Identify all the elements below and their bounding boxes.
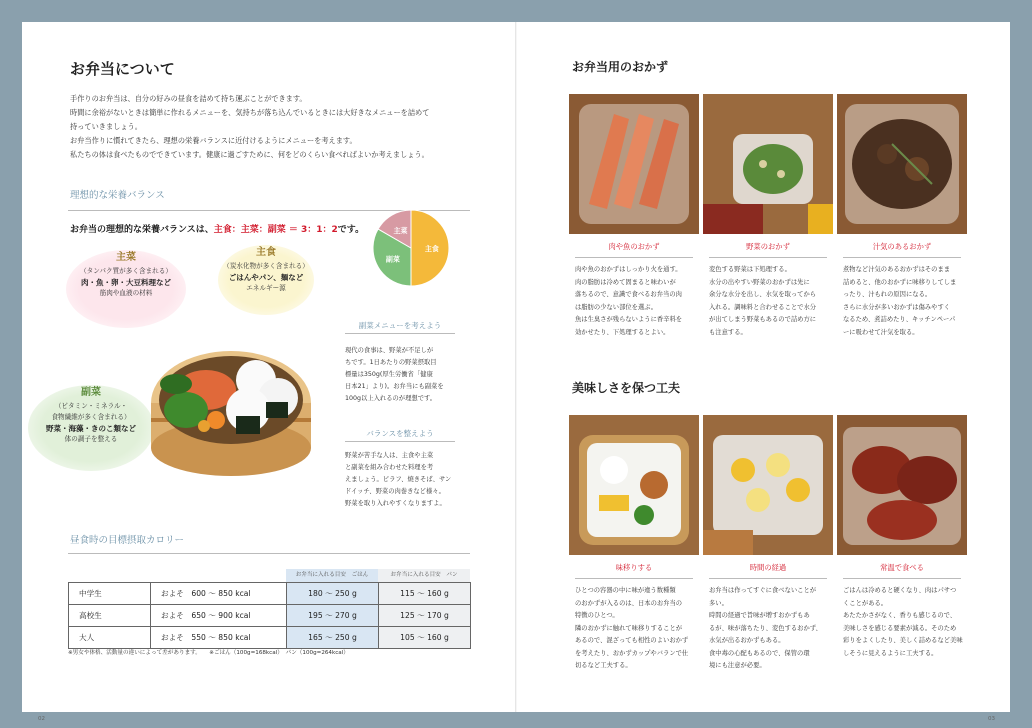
card-caption: 野菜のおかず bbox=[746, 242, 790, 251]
text-line: 魚は生臭さが残らないように香辛料を bbox=[575, 316, 683, 323]
side-box2-heading: バランスを整えよう bbox=[366, 429, 434, 438]
card-caption: 時間の経過 bbox=[749, 563, 787, 572]
group-cell: 高校生 bbox=[69, 605, 151, 627]
intro-line: 私たちの体は食べたものでできています。健康に過ごすために、何をどのくらい食べればよいか考えましょう。 bbox=[70, 150, 429, 159]
caption-divider bbox=[575, 578, 693, 579]
text-line: 境にも注意が必要。 bbox=[709, 662, 766, 669]
side-box2-text bbox=[345, 450, 457, 510]
text-line: 多い。 bbox=[709, 599, 728, 607]
balance-heading: 理想的な栄養バランス bbox=[70, 190, 165, 201]
card-text bbox=[709, 264, 837, 339]
main-dish-title: 主菜 bbox=[116, 252, 136, 263]
side-box2-divider bbox=[345, 441, 455, 442]
text-line: ーに吸わせて汁気を取る。 bbox=[843, 328, 919, 336]
rice-cell: 165 ～ 250 g bbox=[287, 627, 379, 649]
text-line: しそうに見えるように工夫する。 bbox=[843, 649, 938, 657]
main-dish-desc: 筋肉や血液の材料 bbox=[99, 289, 153, 297]
text-line: が出てしまう野菜もあるので詰め方に bbox=[709, 316, 817, 323]
bread-cell: 115 ～ 160 g bbox=[379, 583, 471, 605]
text-line: 100g以上入れるのが理想です。 bbox=[345, 395, 437, 402]
side-box1-divider bbox=[345, 333, 455, 334]
caption-divider bbox=[575, 257, 693, 258]
text-line: 肉の脂肪は冷めて固まると味わいが bbox=[575, 278, 676, 286]
text-line: を考えたり、おかずカップやバランで仕 bbox=[575, 649, 689, 657]
text-line: 煮物など汁気のあるおかずはそのまま bbox=[843, 266, 951, 273]
text-line: 詰めると、他のおかずに味移りしてしま bbox=[843, 278, 957, 286]
photo-flavor-transfer bbox=[569, 415, 699, 555]
pie-label-staple: 主食 bbox=[424, 245, 439, 253]
calorie-table bbox=[68, 582, 471, 649]
intro-paragraph bbox=[70, 92, 490, 162]
photo-time-elapsed bbox=[703, 415, 833, 555]
card-text bbox=[575, 585, 703, 673]
rice-column-header: お弁当に入れる目安 ごはん bbox=[286, 569, 378, 582]
text-line: あたたかさがなく、香りも感じるので、 bbox=[843, 612, 957, 619]
kcal-cell: およそ 650 ～ 900 kcal bbox=[151, 605, 287, 627]
side-dish-items: 野菜・海藻・きのこ類など bbox=[46, 424, 136, 433]
ideal-balance-statement bbox=[70, 222, 364, 235]
group-cell: 大人 bbox=[69, 627, 151, 649]
table-row bbox=[69, 583, 471, 605]
kcal-cell: およそ 550 ～ 850 kcal bbox=[151, 627, 287, 649]
section-divider bbox=[68, 553, 470, 554]
staple-title: 主食 bbox=[256, 247, 276, 258]
card-caption: 常温で食べる bbox=[880, 563, 924, 572]
group-cell: 中学生 bbox=[69, 583, 151, 605]
text-line: くことがある。 bbox=[843, 599, 888, 607]
text-line: 余分な水分を出し、水気を取ってから bbox=[709, 291, 817, 298]
text-line: 美味しさを感じる要素が減る。そのため bbox=[843, 624, 957, 632]
text-line: ちです。1日あたりの野菜摂取目 bbox=[345, 359, 437, 366]
text-line: ったり、汁もれの原因になる。 bbox=[843, 291, 932, 298]
card-caption: 汁気のあるおかず bbox=[872, 242, 932, 251]
text-line: 水分の出やすい野菜のおかずは先に bbox=[709, 278, 810, 286]
text-line: 日本21」より)。お弁当にも副菜を bbox=[345, 383, 444, 390]
text-line: 変色する野菜は下処理する。 bbox=[709, 266, 791, 273]
text-line: るが、味が落ちたり、変色するおかず、 bbox=[709, 624, 822, 632]
intro-line: お弁当作りに慣れてきたら、理想の栄養バランスに近付けるようにメニューを考えます。 bbox=[70, 136, 357, 145]
page-title: お弁当について bbox=[70, 60, 175, 78]
card-caption: 肉や魚のおかず bbox=[608, 242, 660, 251]
rice-cell: 180 ～ 250 g bbox=[287, 583, 379, 605]
text-line: 入れる。調味料と合わせることで水分 bbox=[709, 303, 817, 311]
section2-title: 美味しさを保つ工夫 bbox=[572, 381, 681, 395]
card-text bbox=[843, 264, 971, 339]
text-line: さらに水分が多いおかずは傷みやすく bbox=[843, 303, 951, 311]
bread-cell: 105 ～ 160 g bbox=[379, 627, 471, 649]
text-line: 時間の経過で旨味が増すおかずもあ bbox=[709, 612, 810, 619]
main-dish-items: 肉・魚・卵・大豆料理など bbox=[81, 278, 171, 287]
ideal-ratio: 主食：主菜：副菜 ＝ 3：1：2 bbox=[213, 225, 338, 235]
table-row bbox=[69, 627, 471, 649]
staple-bubble bbox=[218, 245, 314, 315]
text-line: 効かせたり、下処理するとよい。 bbox=[575, 328, 670, 336]
text-line: えましょう。ピラフ、焼きそば、サン bbox=[345, 476, 452, 483]
text-line: 落ちるので、意識で食べるお弁当の肉 bbox=[575, 291, 682, 298]
text-line: 肉や魚のおかずはしっかり火を通す。 bbox=[575, 266, 682, 273]
page-number-right: 03 bbox=[988, 716, 995, 722]
side-dish-sub: （ビタミン・ミネラル・ bbox=[54, 402, 128, 410]
staple-desc: エネルギー源 bbox=[246, 284, 286, 292]
calorie-heading: 昼食時の目標摂取カロリー bbox=[70, 535, 185, 546]
text-line: 食中毒の心配もあるので、保管の環 bbox=[709, 649, 810, 657]
photo-vegetable bbox=[703, 94, 833, 234]
side-dish-desc: 体の調子を整える bbox=[64, 435, 118, 443]
card-text bbox=[575, 264, 703, 339]
caption-divider bbox=[709, 257, 827, 258]
caption-divider bbox=[709, 578, 827, 579]
intro-line: 手作りのお弁当は、自分の好みの昼食を詰めて持ち運ぶことができます。 bbox=[70, 94, 307, 103]
text-line: 特徴のひとつ。 bbox=[575, 612, 619, 619]
text-line: は脂肪の少ない部位を選ぶ。 bbox=[575, 303, 657, 311]
text-line: 標量は350g(厚生労働省「健康 bbox=[345, 371, 433, 378]
bread-column-header: お弁当に入れる目安 パン bbox=[378, 569, 470, 582]
staple-sub: （炭水化物が多く含まれる） bbox=[223, 262, 309, 270]
main-dish-sub: （タンパク質が多く含まれる） bbox=[80, 267, 172, 275]
ideal-suffix: です。 bbox=[337, 225, 365, 235]
photo-soupy bbox=[837, 94, 967, 234]
text-line: ドイッチ、野菜の肉巻きなど様々。 bbox=[345, 488, 445, 495]
table-row bbox=[69, 605, 471, 627]
text-line: 野菜が苦手な人は、主食や主菜 bbox=[345, 452, 434, 459]
section1-title: お弁当用のおかず bbox=[572, 60, 669, 74]
text-line: 現代の食事は、野菜が不足しが bbox=[345, 347, 434, 354]
text-line: のおかずが入るのは、日本のお弁当の bbox=[575, 599, 683, 607]
side-dish-title: 副菜 bbox=[81, 387, 101, 398]
intro-line: 時間に余裕がないときは簡単に作れるメニューを、気持ちが落ち込んでいるときには大好きなメニューを詰めて bbox=[70, 108, 430, 117]
text-line: 隣のおかずに触れて味移りすることが bbox=[575, 624, 683, 632]
kcal-cell: およそ 600 ～ 850 kcal bbox=[151, 583, 287, 605]
side-box1-heading: 副菜メニューを考えよう bbox=[358, 321, 442, 330]
card-text bbox=[709, 585, 837, 673]
caption-divider bbox=[843, 578, 961, 579]
ideal-prefix: お弁当の理想的な栄養バランスは、 bbox=[70, 225, 214, 235]
text-line: も注意する。 bbox=[709, 328, 747, 336]
text-line: ひとつの容器の中に味が違う数種類 bbox=[575, 587, 676, 594]
book-spine bbox=[515, 22, 517, 712]
main-dish-bubble bbox=[66, 250, 186, 328]
side-dish-sub: 食物繊維が多く含まれる） bbox=[51, 413, 131, 421]
caption-divider bbox=[843, 257, 961, 258]
text-line: 切るなど工夫する。 bbox=[575, 662, 632, 669]
staple-items: ごはんやパン、麺など bbox=[228, 273, 304, 282]
balance-pie-chart bbox=[372, 209, 450, 287]
intro-line: 持っていきましょう。 bbox=[70, 122, 142, 131]
text-line: 水気が出るおかずもある。 bbox=[709, 637, 785, 644]
card-text bbox=[843, 585, 971, 660]
side-dish-bubble bbox=[28, 385, 154, 471]
photo-room-temperature bbox=[837, 415, 967, 555]
photo-meat-fish bbox=[569, 94, 699, 234]
pie-label-main: 主菜 bbox=[393, 226, 408, 235]
pie-label-side: 副菜 bbox=[385, 255, 400, 264]
bread-cell: 125 ～ 170 g bbox=[379, 605, 471, 627]
bento-box-illustration bbox=[146, 318, 316, 478]
text-line: なるため、煮詰めたり、キッチンペーパ bbox=[843, 316, 956, 323]
page-number-left: 02 bbox=[38, 716, 45, 722]
text-line: あるので、混ざっても相性のよいおかず bbox=[575, 637, 689, 644]
side-box1-text bbox=[345, 345, 457, 405]
card-caption: 味移りする bbox=[615, 563, 653, 572]
table-footnote: ※男女や体格、活動量の違いによって差があります。 ※ごはん（100g=168kcal） パン（100g=264kcal） bbox=[68, 650, 349, 656]
text-line: お弁当は作ってすぐに食べないことが bbox=[709, 587, 817, 594]
text-line: 彩りをよくしたり、美しく詰めるなど美味 bbox=[843, 637, 963, 644]
text-line: ごはんは冷めると硬くなり、肉はパサつ bbox=[843, 587, 957, 594]
text-line: と副菜を組み合わせた料理を考 bbox=[345, 464, 434, 471]
rice-cell: 195 ～ 270 g bbox=[287, 605, 379, 627]
text-line: 野菜を取り入れやすくなりますよ。 bbox=[345, 500, 446, 507]
